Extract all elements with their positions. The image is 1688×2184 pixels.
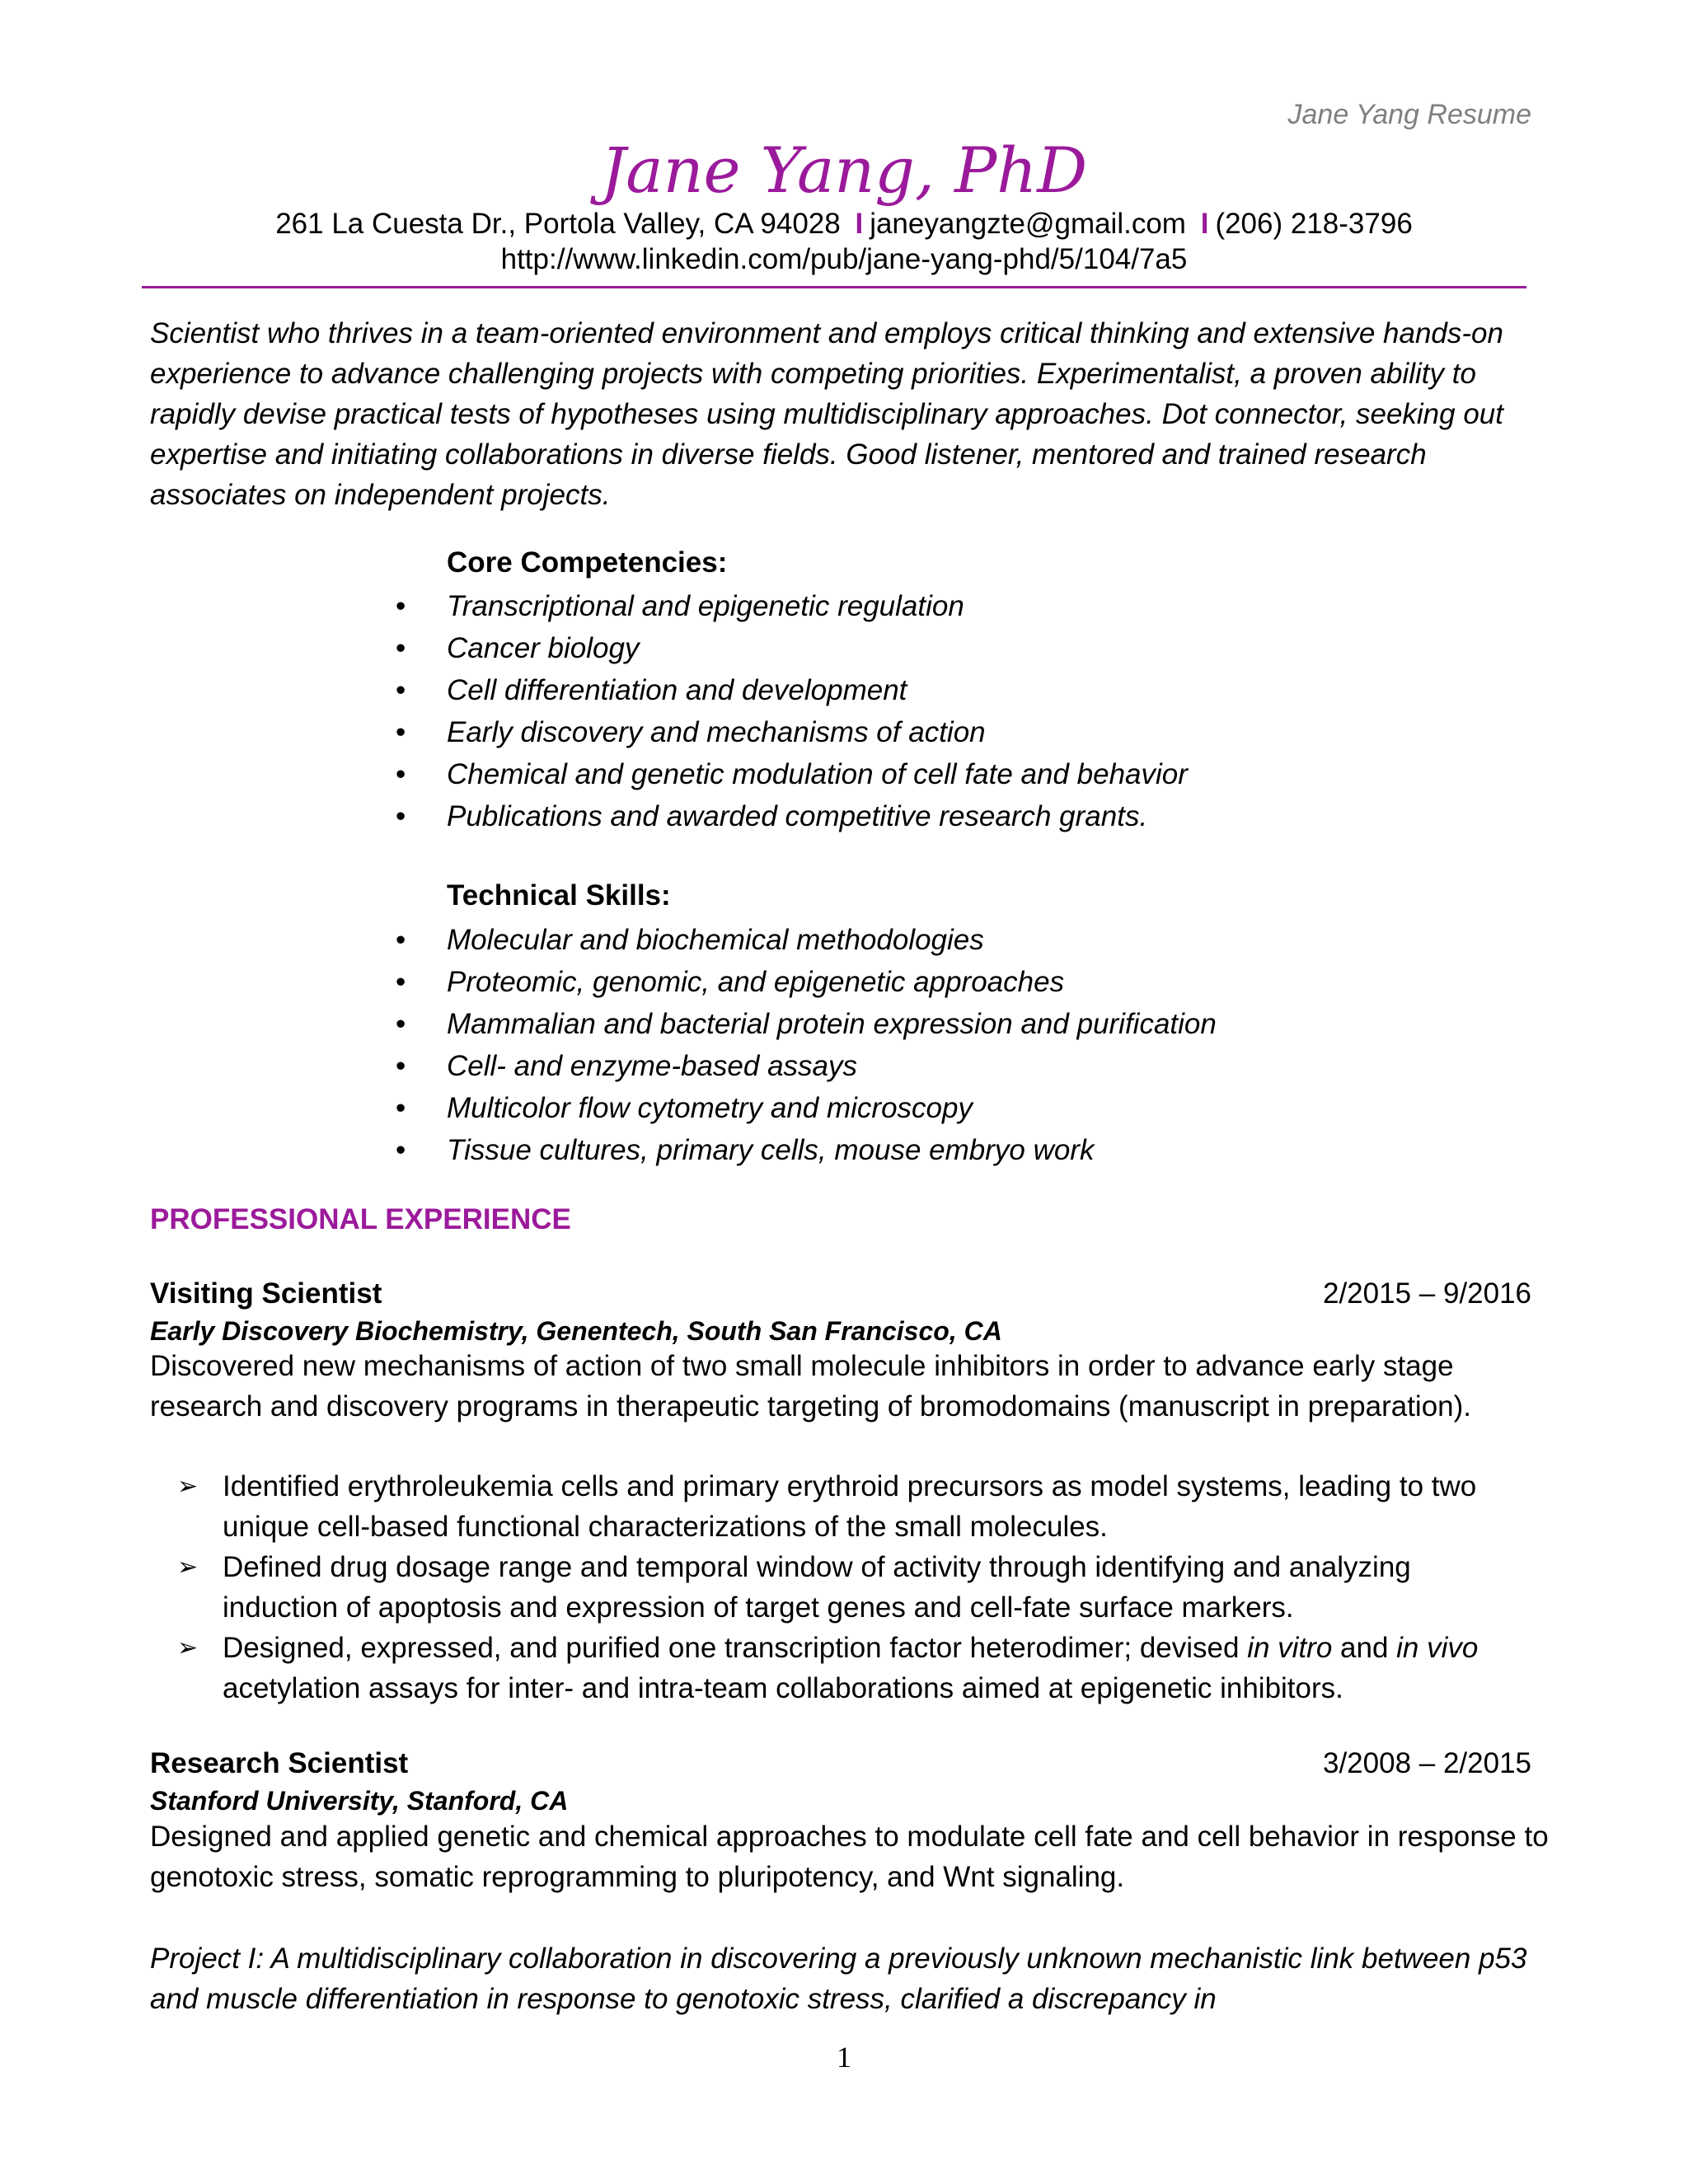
bullet-icon: • [396, 1092, 406, 1124]
list-item: • Publications and awarded competitive research grants. [396, 795, 1188, 837]
page-number: 1 [837, 2041, 851, 2074]
arrow-bullet-icon: ➢ [177, 1473, 199, 1500]
arrow-bullet-icon: ➢ [177, 1634, 199, 1661]
list-item: • Cancer biology [396, 627, 1188, 669]
bullet-icon: • [396, 924, 406, 956]
email-link[interactable]: janeyangzte@gmail.com [870, 208, 1186, 240]
list-item: • Mammalian and bacterial protein expression and purification [396, 1003, 1217, 1045]
separator: I [855, 208, 864, 240]
job-title: Research Scientist [150, 1747, 409, 1779]
job-description: Discovered new mechanisms of action of two small molecule inhibitors in order to advance early stage research and discovery programs in therapeutic targeting of bromodomains (manuscript in preparation). [150, 1350, 1472, 1422]
job-organization: Stanford University, Stanford, CA [150, 1786, 569, 1816]
technical-skills-list [396, 919, 1217, 1171]
arrow-bullet-icon: ➢ [177, 1554, 199, 1581]
bullet-icon: • [396, 590, 406, 622]
bullet-icon: • [396, 674, 406, 706]
bullet-icon: • [396, 1008, 406, 1040]
professional-experience-heading: PROFESSIONAL EXPERIENCE [150, 1203, 571, 1235]
header-note: Jane Yang Resume [1287, 99, 1531, 130]
core-competencies-list [396, 585, 1188, 837]
list-item: • Molecular and biochemical methodologies [396, 919, 1217, 961]
list-item: ➢ Defined drug dosage range and temporal window of activity through identifying and analyzing induction of apoptosis and expression of target genes and cell-fate surface markers. [177, 1547, 1529, 1628]
list-item: ➢ Designed, expressed, and purified one transcription factor heterodimer; devised in vitro and in vivo acetylation assays for inter- and intra-team collaborations aimed at epigenetic inhibitors. [177, 1628, 1529, 1708]
job-organization: Early Discovery Biochemistry, Genentech, South San Francisco, CA [150, 1316, 1002, 1346]
job-dates: 3/2008 – 2/2015 [1322, 1747, 1531, 1779]
list-item: • Multicolor flow cytometry and microscopy [396, 1087, 1217, 1129]
core-competencies-title: Core Competencies: [447, 546, 728, 579]
contact-line [0, 206, 1688, 241]
list-item: ➢ Identified erythroleukemia cells and primary erythroid precursors as model systems, leading to two unique cell-based functional characterizations of the small molecules. [177, 1466, 1529, 1547]
list-item: • Transcriptional and epigenetic regulation [396, 585, 1188, 627]
bullet-icon: • [396, 716, 406, 748]
list-item: • Cell- and enzyme-based assays [396, 1045, 1217, 1087]
bullet-icon: • [396, 800, 406, 832]
summary: Scientist who thrives in a team-oriented environment and employs critical thinking and extensive hands-on experience to advance challenging projects with competing priorities. Experimentalist, a proven ability to rapidly devise practical tests of hypotheses using multidisciplinary approaches. Dot connector, seeking out expertise and initiating collaborations in diverse fields. Good listener, mentored and trained research associates on independent projects. [150, 317, 1503, 511]
list-item: • Tissue cultures, primary cells, mouse embryo work [396, 1129, 1217, 1171]
bullet-icon: • [396, 758, 406, 790]
bullet-icon: • [396, 1134, 406, 1166]
list-item: • Early discovery and mechanisms of action [396, 711, 1188, 753]
project-description: Project I: A multidisciplinary collaboration in discovering a previously unknown mechanistic link between p53 and muscle differentiation in response to genotoxic stress, clarified a discrepancy in [150, 1943, 1527, 2015]
candidate-name: Jane Yang, PhD [600, 134, 1088, 207]
list-item: • Chemical and genetic modulation of cell fate and behavior [396, 753, 1188, 795]
phone: (206) 218-3796 [1215, 208, 1413, 240]
bullet-icon: • [396, 632, 406, 664]
linkedin-link[interactable]: http://www.linkedin.com/pub/jane-yang-phd/5/104/7a5 [500, 243, 1188, 275]
address: 261 La Cuesta Dr., Portola Valley, CA 94028 [275, 208, 841, 240]
technical-skills-title: Technical Skills: [447, 879, 671, 912]
bullet-icon: • [396, 966, 406, 998]
separator: I [1200, 208, 1209, 240]
job-accomplishments [177, 1466, 1529, 1708]
header-divider [142, 286, 1526, 288]
list-item: • Cell differentiation and development [396, 669, 1188, 711]
job-title: Visiting Scientist [150, 1277, 382, 1310]
bullet-icon: • [396, 1050, 406, 1082]
job-description: Designed and applied genetic and chemical approaches to modulate cell fate and cell behavior in response to genotoxic stress, somatic reprogramming to pluripotency, and Wnt signaling. [150, 1821, 1549, 1893]
job-dates: 2/2015 – 9/2016 [1322, 1277, 1531, 1310]
list-item: • Proteomic, genomic, and epigenetic approaches [396, 961, 1217, 1003]
